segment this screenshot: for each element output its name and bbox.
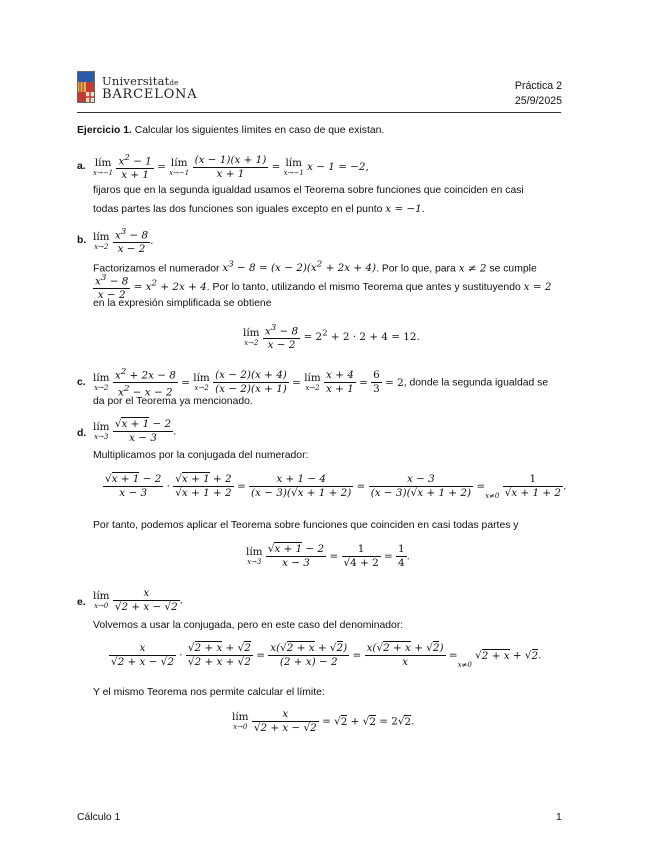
- part-b-text-1b: . Por lo que, para: [376, 263, 456, 275]
- practice-title: Práctica 2: [514, 80, 562, 92]
- part-a-text-2: todas partes las dos funciones son iguales excepto en el punto: [93, 204, 383, 215]
- header-rule: [77, 112, 561, 113]
- part-e-text-2: Y el mismo Teorema nos permite calcular el límite:: [93, 687, 325, 698]
- part-b-result: lím x→2 $\frac{x^3 - 8}{x - 2}$ = $2^2 + 2 \cdot 2 + 4 = 12$.: [243, 323, 420, 352]
- part-d-label: d.: [77, 428, 87, 439]
- part-a-text-2-line: todas partes las dos funciones son iguales excepto en el punto x = −1.: [93, 203, 425, 215]
- footer-course: Cálculo 1: [77, 812, 121, 823]
- part-c-text-2: da por el Teorema ya mencionado.: [93, 396, 253, 407]
- part-b-text-2-line: $\frac{x^3 - 8}{x - 2}$ = $x^2 + 2x + 4$. Por lo tanto, utilizando el mismo Teorema que antes y sustituyendo x = 2: [95, 273, 552, 302]
- part-a-label: a.: [77, 161, 86, 172]
- part-e-formula: lím x→0 $\frac{x}{√2 + x - √2}$ .: [93, 587, 184, 613]
- university-shield-icon: [77, 71, 95, 103]
- part-a-text-1: fijaros que en la segunda igualdad usamos el Teorema sobre funciones que coinciden en casi: [93, 185, 524, 196]
- part-c-label: c.: [77, 377, 86, 388]
- footer-page-number: 1: [556, 812, 562, 823]
- document-date: 25/9/2025: [514, 95, 562, 107]
- part-e-result: lím x→0 $\frac{x}{√2 + x - √2}$ = √2 + √2 = 2√2.: [232, 708, 415, 734]
- exercise-label: Ejercicio 1.: [77, 125, 132, 136]
- part-d-formula: lím x→3 $\frac{√x + 1 - 2}{x - 3}$ .: [93, 418, 177, 444]
- part-b-text-1: Factorizamos el numerador: [93, 263, 220, 275]
- part-a-formula: lím x→−1 $\frac{x^2 - 1}{x + 1}$ = lím x→−1 $\frac{(x - 1)(x + 1)}{x + 1}$ = lím x→−1 x − 1 = −2,: [93, 153, 369, 182]
- part-e-conjugate: $\frac{x}{√2 + x - √2}$ · $\frac{√2 + x + √2}{√2 + x + √2}$ = $\frac{x(√2 + x + √2)}{(2 + x) - 2}$ = $\frac{x(√2 + x + √2)}{x}$ =x≠0 √2 + x + √2.: [111, 642, 542, 669]
- part-b-text-2: . Por lo tanto, utilizando el mismo Teorema que antes y sustituyendo: [206, 282, 521, 294]
- part-b-text-1-line: Factorizamos el numerador $x^3 - 8 = (x - 2)(x^2 + 2x + 4)$. Por lo que, para x ≠ 2 se cumple: [93, 260, 537, 275]
- part-d-text-1: Multiplicamos por la conjugada del numerador:: [93, 450, 309, 461]
- university-name-line1: Universitat: [102, 74, 170, 88]
- part-b-text-3: en la expresión simplificada se obtiene: [93, 298, 272, 309]
- part-b-label: b.: [77, 235, 87, 246]
- part-d-result: lím x→3 $\frac{√x + 1 - 2}{x - 3}$ = $\frac{1}{√4 + 2}$ = $\frac{1}{4}$ .: [246, 543, 410, 569]
- part-e-text-1: Volvemos a usar la conjugada, pero en este caso del denominador:: [93, 620, 404, 631]
- part-e-label: e.: [77, 597, 86, 608]
- part-c-line-1: lím x→2 $\frac{x^2 + 2x - 8}{x^2 - x - 2}$ = lím x→2 $\frac{(x - 2)(x + 4)}{(x - 2)(x + 1)}$ = lím x→2 $\frac{x + 4}{x + 1}$ = $\frac{6}{3}$ = 2, donde la segunda igualdad se: [93, 367, 549, 399]
- university-de: de: [169, 79, 179, 87]
- part-c-text-1: , donde la segunda igualdad se: [403, 377, 549, 389]
- exercise-heading: [77, 124, 384, 138]
- university-logo: [77, 71, 203, 104]
- part-b-text-1c: se cumple: [489, 263, 537, 275]
- exercise-statement: Calcular los siguientes límites en caso de que existan.: [134, 125, 385, 136]
- part-d-conjugate: $\frac{√x + 1 - 2}{x - 3}$ · $\frac{√x + 1 + 2}{√x + 1 + 2}$ = $\frac{x + 1 - 4}{(x - 3)(√x + 1 + 2)}$ = $\frac{x - 3}{(x - 3)(√x + 1 + 2)}$ =x≠0 $\frac{1}{√x + 1 + 2}$ .: [105, 473, 567, 500]
- part-d-text-2: Por tanto, podemos aplicar el Teorema sobre funciones que coinciden en casi todas partes y: [93, 520, 519, 531]
- part-b-formula: lím x→2 $\frac{x^3 - 8}{x - 2}$ .: [93, 227, 154, 256]
- university-name-line2: BARCELONA: [102, 87, 198, 102]
